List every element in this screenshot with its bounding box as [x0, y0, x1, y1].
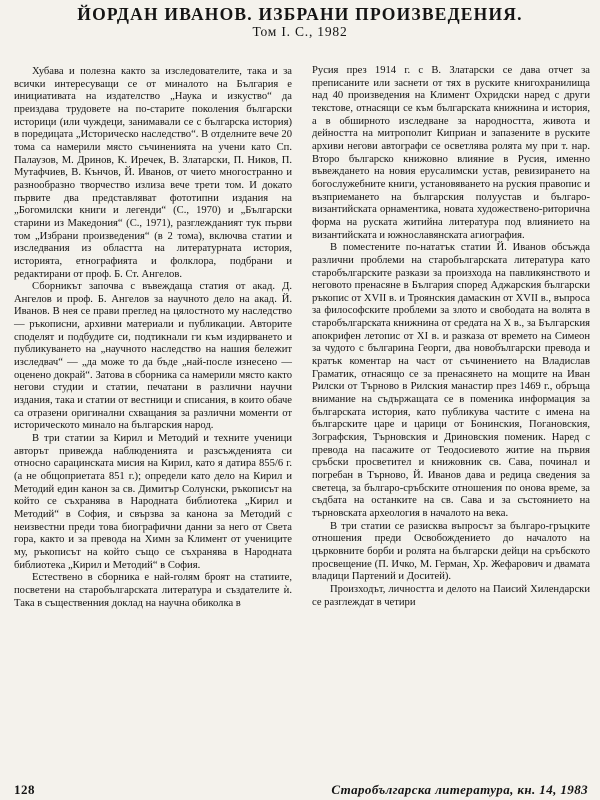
paragraph: Произходът, личността и делото на Паисий Хилендарски се разглеждат в четири [312, 583, 590, 608]
page-subtitle: Том I. С., 1982 [252, 24, 348, 39]
page-number: 128 [14, 782, 35, 797]
paragraph: В поместените по-нататък статии Й. Иванов обсъжда различни проблеми на старобългарската литература като старобългарските разкази за произхода на павликянството и неговото пренасяне в България според Аджарския български ръкопис от XVII в. и Троянския дамаскин от XVII в., въпроса за философските проблеми за злото и свободата на волята в старобългарската книжнина от средата на X в., за Българския апокрифен летопис от XI в. и разказа от времето на Симеон за чудото с българина Георги, два новобългарски превода и кратък коментар на част от съчинението на Владислав Граматик, отнасящо се за пренасянето на мощите на Иван Рилски от Търново в Рилския манастир през 1469 г., обръща внимание на съдържащата се в поменика информация за българската история, като публикува частите с имена на българските царе и царици от Бонинския, Погановския, Зографския, Търновския и Дриновския поменик. Наред с превода на пасажите от Теодосиевото житие на първия сръбски просветител и книжовник св. Сава, починал и погребан в Търново, Й. Иванов дава и редица сведения за светеца, за българо-сръбските отношения по онова време, за съдбата на останките на св. Сава и за състоянието на търновската археология в началото на века. [312, 242, 590, 519]
page-title: ЙОРДАН ИВАНОВ. ИЗБРАНИ ПРОИЗВЕДЕНИЯ. [77, 4, 523, 24]
left-column [14, 66, 292, 610]
journal-citation: Старобългарска литература, кн. 14, 1983 [331, 782, 588, 797]
paragraph: Сборникът започва с въвеждаща статия от акад. Д. Ангелов и проф. Б. Ангелов за научното дело на акад. Й. Иванов. В нея се прави преглед на цялостното му наследство — ръкописни, архивни материали и публикации. Авторите споделят и подбудите си, подтикнали ги към издирването и публикуването на „научното наследство на нашия бележит изследвач“ — „да може то да бъде „най-после изнесено — оценено докрай“. Затова в сборника са намерили място както негови студии и статии, печатани в различни научни издания, така и статии от вестници и списания, в които обаче са отразени оригинални схващания за различни моменти от историческото минало на българския народ. [14, 281, 292, 432]
paragraph: В три статии за Кирил и Методий и техните ученици авторът привежда наблюденията и разсъжденията си относно сарацинската мисия на Кирил, като я датира 855/6 г. (а не общоприетата 851 г.); определи като дело на Кирил и Методий един канон за св. Димитър Солунски, ръкописът на който се съхранява в Народната библиотека „Кирил и Методий“ в София, и свързва за канона за Методий с неизвестни преди това биографични данни за него от Света гора, както и за превода на Химн за Климент от учениците му, ръкописът на който също се съхранява в Народната библиотека „Кирил и Методий“ в София. [14, 433, 292, 571]
paragraph: Русия през 1914 г. с В. Златарски се дава отчет за преписаните или заснети от тях в руските книгохранилища над 40 произведения на Климент Охридски наред с други текстове, отнасящи се към българската книжнина и история, а в обширното изследване за народността, живота и дейността на митрополит Киприан и запазените в руските архиви негови автографи се осветлява ролята му при т. нар. Второ българско книжовно влияние в Русия, именно въвеждането на новия ерусалимски устав, ревизирането на богослужебните книги, установяването на руския правопис и възприемането на българския полуустав и българо-византийската орнаментика, новата художествено-риторична форма на руската житийна литература под влиянието на византийската и южнославянската агиография. [312, 65, 590, 241]
paragraph: Естествено в сборника е най-голям броят на статиите, посветени на старобългарската литература и създателите ѝ. Така в същественния доклад на научна обиколка в [14, 572, 292, 609]
paragraph: В три статии се разисква въпросът за българо-гръцките отношения преди Освобождението до началото на църковните борби и ролята на български дейци на сръбското просвещение (П. Ичко, М. Герман, Хр. Жефарович и двамата владици Партений и Доситей). [312, 520, 590, 583]
right-column [312, 65, 590, 609]
paragraph: Хубава и полезна както за изследователите, така и за всички интересуващи се от миналото на България е инициативата на издателство „Наука и изкуство“ да преиздава трудовете на по-старите поколения български историци (или чуждеци, занимавали се с българска история) в поредицата „Историческо наследство“. В отделните вече 20 тома са намерили място съчиненията на учени като Сп. Палаузов, М. Дринов, К. Иречек, В. Златарски, П. Ников, П. Мутафчиев, В. Кънчов, Й. Иванов, от чието многостранно и разнообразно творчество излиза вече трети том. И докато първите два представляват фототипни издания на „Богомилски книги и легенди“ (С., 1970) и „Български старини из Македония“ (С., 1971), разглежданият тук първи том „Избрани произведения“ (в 2 тома), включва статии и изследвания из областта на литературната история, историята, етнографията и фолклора, подбрани и редактирани от проф. Б. Ст. Ангелов. [14, 66, 292, 280]
